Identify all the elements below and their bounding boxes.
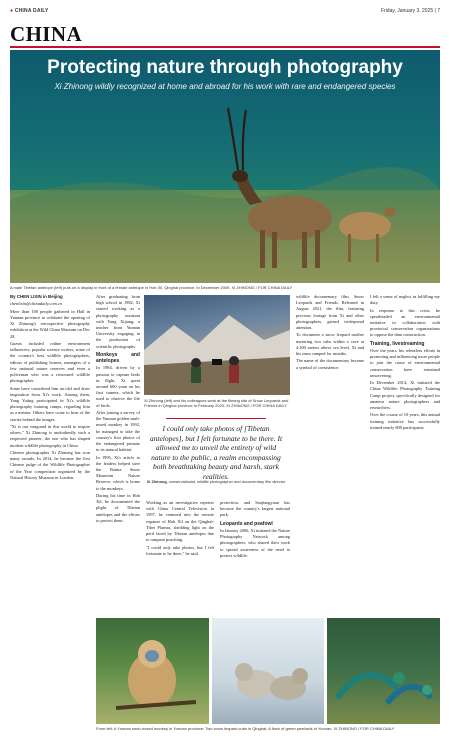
snow-leopard-illustration <box>212 618 325 724</box>
paragraph: The name of the documentary became a symbol of coexistence. <box>296 358 364 370</box>
quote-name: Xi Zhinong <box>146 479 167 484</box>
page-date: Friday, January 3, 2025 | 7 <box>380 8 440 14</box>
peafowl-photo <box>327 618 440 724</box>
paragraph: In response to this crisis, he spearheaded an environmental initiative in collaboration with provincial conservation organizations to oppose the dam construction. <box>370 307 440 338</box>
paragraph: During his time in Hoh Xil, he documented the plight of Tibetan antelopes and the efforts to protect them. <box>96 493 140 523</box>
paragraph: After joining a survey of the Yunnan golden snub-nosed monkey in 1992, he managed to take the country's first photos of the endangered primate in its natural habitat. <box>96 410 140 453</box>
filming-site-illustration <box>144 295 290 395</box>
monkey-illustration <box>96 618 209 724</box>
paragraph: Over the course of 10 years, this annual training initiative has successfully trained nearly 800 participants. <box>370 412 440 430</box>
paragraph: In January 2006, Xi initiated the Nature Photography Network among photographers, who shared their work to spread awareness of the need to protect wildlife. <box>220 528 290 558</box>
paragraph: More than 100 people gathered in Hall in Yunnan province to celebrate the opening of Xi Zhinong's retrospective photography exhibition at the Wild China Museum on Dec 28. <box>10 308 90 339</box>
inset-photo <box>144 295 290 395</box>
paragraph: Guests included online environment influencers, popular science writers, some of the country's best wildlife photographers, editors of publishing houses, managers of a few national nature reserves and even a policeman who was a renowned wildlife photographer. <box>10 340 90 384</box>
quote-rule-top <box>166 418 266 419</box>
quote-role: , conservationist, wildlife photographer and documentary film director <box>166 479 286 484</box>
page-header <box>10 6 440 16</box>
paragraph: In 1995, Xi's article to the leaders helped save the Baima Snow Mountain Nature Reserve, which is home to the monkeys. <box>96 454 140 491</box>
article-column-1 <box>10 294 90 714</box>
article-column-5 <box>370 294 440 614</box>
article-column-3b <box>220 500 290 614</box>
paragraph: After graduating from high school in 1982, Xi started working as a photography assistant with Yang Xijiang, a teacher from Yunnan University engaging in the production of scientific photographs. <box>96 294 140 349</box>
paragraph: Working as an investigative reporter with China Central Television in 1997, he ventured into the remote expanse of Hoh Xil on the Qinghai-Tibet Plateau, shedding light on the peril faced by Tibetan antelopes due to rampant poaching. <box>146 500 214 543</box>
section-title: CHINA <box>10 22 83 46</box>
byline: By CHEN LIXIN in Beijing <box>10 294 63 299</box>
subhead-leopards: Leopards and peafowl <box>220 520 273 527</box>
bottom-caption: From left: A Yunnan snub-nosed monkey in Yunnan province; Two snow leopard cubs in Qinghai; A flock of green peafowls in Yunnan. XI ZHINONG / FOR CHINA DAILY <box>96 726 395 731</box>
masthead-logo <box>10 8 49 14</box>
article-column-2 <box>96 294 140 614</box>
paragraph: wildlife documentary film, Snow Leopards and Friends. Released in August 2021, the film, featuring precious footage from Xi and other photographers, gained widespread attention. <box>296 294 364 331</box>
monkey-photo <box>96 618 209 724</box>
paragraph: Some have considered him an idol and draw inspiration from Xi's work. Among them, Yang Yuting participated in Xi's wildlife photography training camps, regarding him as a mentor. Others have come to hear of the stories behind the images. <box>10 385 90 422</box>
paragraph: To document a snow leopard mother nurturing two cubs within a cave at 4,300 meters above sea level, Xi and his team camped for months. <box>296 332 364 357</box>
byline-email: chenlixin@chinadaily.com.cn <box>10 301 63 307</box>
subhead-monkeys: Monkeys and antelopes <box>96 351 140 365</box>
pull-quote: I could only take photos of [Tibetan antelopes], but I felt fortunate to be there. It allowed me to unveil the entirety of wild nature to the public, a realm encompassing both breathtaking beauty and harsh, stark realities. <box>149 424 283 481</box>
snow-leopard-photo <box>212 618 325 724</box>
article-column-4 <box>296 294 364 614</box>
paragraph: In December 2014, Xi initiated the China Wildlife Photography Training Camp project, specifically designed for amateur nature photographers and researchers. <box>370 380 440 411</box>
subhead-training: Training, livestreaming <box>370 340 425 347</box>
paragraph: "I could only take photos, but I felt fortunate to be there," he said. <box>146 544 214 556</box>
paragraph: Over the years, his relentless efforts in promoting and influencing more people to join the cause of environmental conservation have remained unwavering. <box>370 348 440 378</box>
article-column-3a <box>146 500 214 614</box>
inset-caption: Xi Zhinong (left) and his colleagues work at the filming site of Snow Leopards and Friends in Qinghai province in February 2020. XI ZHINONG / FOR CHINA DAILY <box>144 398 289 408</box>
section-rule <box>10 46 440 48</box>
page-number: 7 <box>437 8 440 14</box>
subhead: Xi Zhinong wildly recognized at home and abroad for his work with rare and endangered species <box>54 82 396 91</box>
paragraph: "Xi is our vanguard in this world to inspire others," Xi Zhinong is undoubtedly such a respected pioneer, the one who has shaped modern wildlife photography in China. <box>10 424 90 448</box>
quote-attribution <box>146 480 286 485</box>
headline: Protecting nature through photography <box>47 57 403 78</box>
date-text: Friday, January 3, 2025 <box>380 8 434 14</box>
logo-mark: ● <box>10 8 15 14</box>
paragraph: I felt a sense of neglect in fulfilling my duty. <box>370 294 440 306</box>
hero-caption: A male Tibetan antelope (left) puts on a display in front of a female antelope in Hoh Xil, Qinghai province, in December 2009. XI ZHINONG / FOR CHINA DAILY <box>10 285 293 290</box>
peafowl-illustration <box>327 618 440 724</box>
paragraph: In 1984, driven by a passion to capture birds in flight, Xi spent around 600 yuan on his first camera, which he used to observe the life of birds. <box>96 365 140 408</box>
paragraph: protection, and Sanjiangyuan has become the country's largest national park. <box>220 500 290 518</box>
bottom-photo-strip <box>96 618 440 724</box>
hero-photo <box>10 50 440 283</box>
logo-text: CHINA DAILY <box>14 8 49 14</box>
paragraph: Chinese photographer Xi Zhinong has won many awards. In 2014, he became the first Chinese judge of the Wildlife Photographer of the Year competition organized by the Natural History Museum in London. <box>10 450 90 480</box>
